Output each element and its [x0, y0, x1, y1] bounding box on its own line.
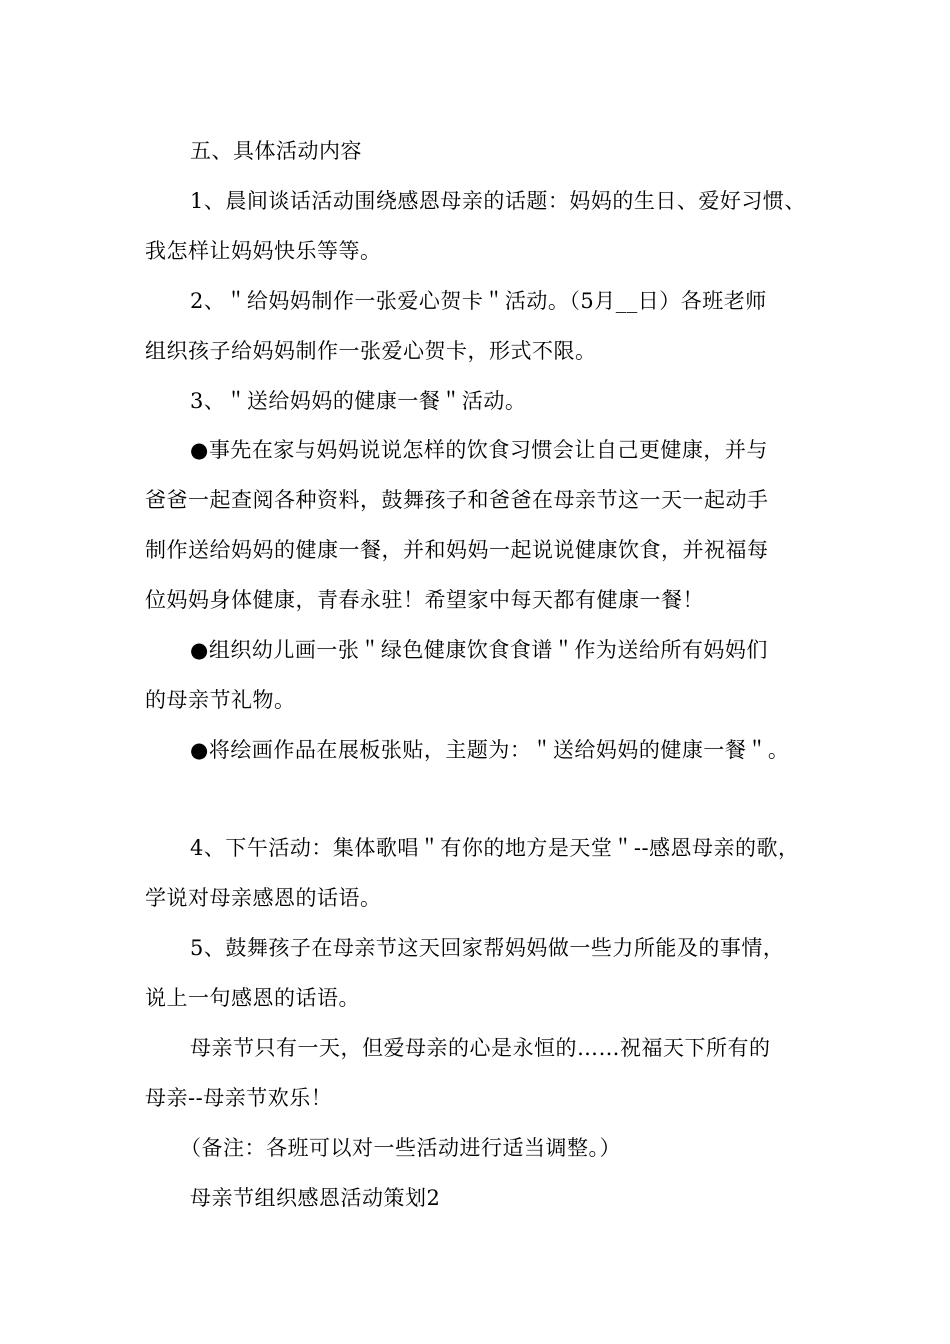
paragraph-line: 位妈妈身体健康，青春永驻！希望家中每天都有健康一餐！	[145, 588, 704, 612]
paragraph-line: 制作送给妈妈的健康一餐，并和妈妈一起说说健康饮食，并祝福每	[145, 538, 769, 562]
paragraph-line: 3、＂送给妈妈的健康一餐＂活动。	[190, 389, 527, 413]
note-line: （备注：各班可以对一些活动进行适当调整。）	[180, 1136, 621, 1160]
bullet-line: ●组织幼儿画一张＂绿色健康饮食食谱＂作为送给所有妈妈们	[190, 638, 768, 662]
paragraph-line: 5、鼓舞孩子在母亲节这天回家帮妈妈做一些力所能及的事情，	[190, 936, 785, 960]
bullet-line: ●事先在家与妈妈说说怎样的饮食习惯会让自己更健康，并与	[190, 438, 768, 462]
paragraph-line: 的母亲节礼物。	[145, 688, 296, 712]
paragraph-line: 我怎样让妈妈快乐等等。	[145, 239, 382, 263]
paragraph-line: 母亲节只有一天，但爱母亲的心是永恒的……祝福天下所有的	[190, 1036, 771, 1060]
paragraph-line: 学说对母亲感恩的话语。	[145, 886, 382, 910]
paragraph-line: 2、＂给妈妈制作一张爱心贺卡＂活动。（5月__日）各班老师	[190, 289, 767, 313]
paragraph-line: 爸爸一起查阅各种资料，鼓舞孩子和爸爸在母亲节这一天一起动手	[145, 488, 769, 512]
paragraph-line: 1、晨间谈话活动围绕感恩母亲的话题：妈妈的生日、爱好习惯、	[190, 189, 806, 213]
bullet-line: ●将绘画作品在展板张贴，主题为：＂送给妈妈的健康一餐＂。	[190, 738, 790, 762]
paragraph-line: 母亲--母亲节欢乐！	[145, 1086, 333, 1110]
paragraph-line: 4、下午活动：集体歌唱＂有你的地方是天堂＂--感恩母亲的歌，	[190, 836, 800, 860]
section-heading: 五、具体活动内容	[190, 139, 362, 163]
next-section-title: 母亲节组织感恩活动策划2	[190, 1186, 441, 1210]
paragraph-line: 说上一句感恩的话语。	[145, 986, 360, 1010]
paragraph-line: 组织孩子给妈妈制作一张爱心贺卡，形式不限。	[145, 339, 597, 363]
